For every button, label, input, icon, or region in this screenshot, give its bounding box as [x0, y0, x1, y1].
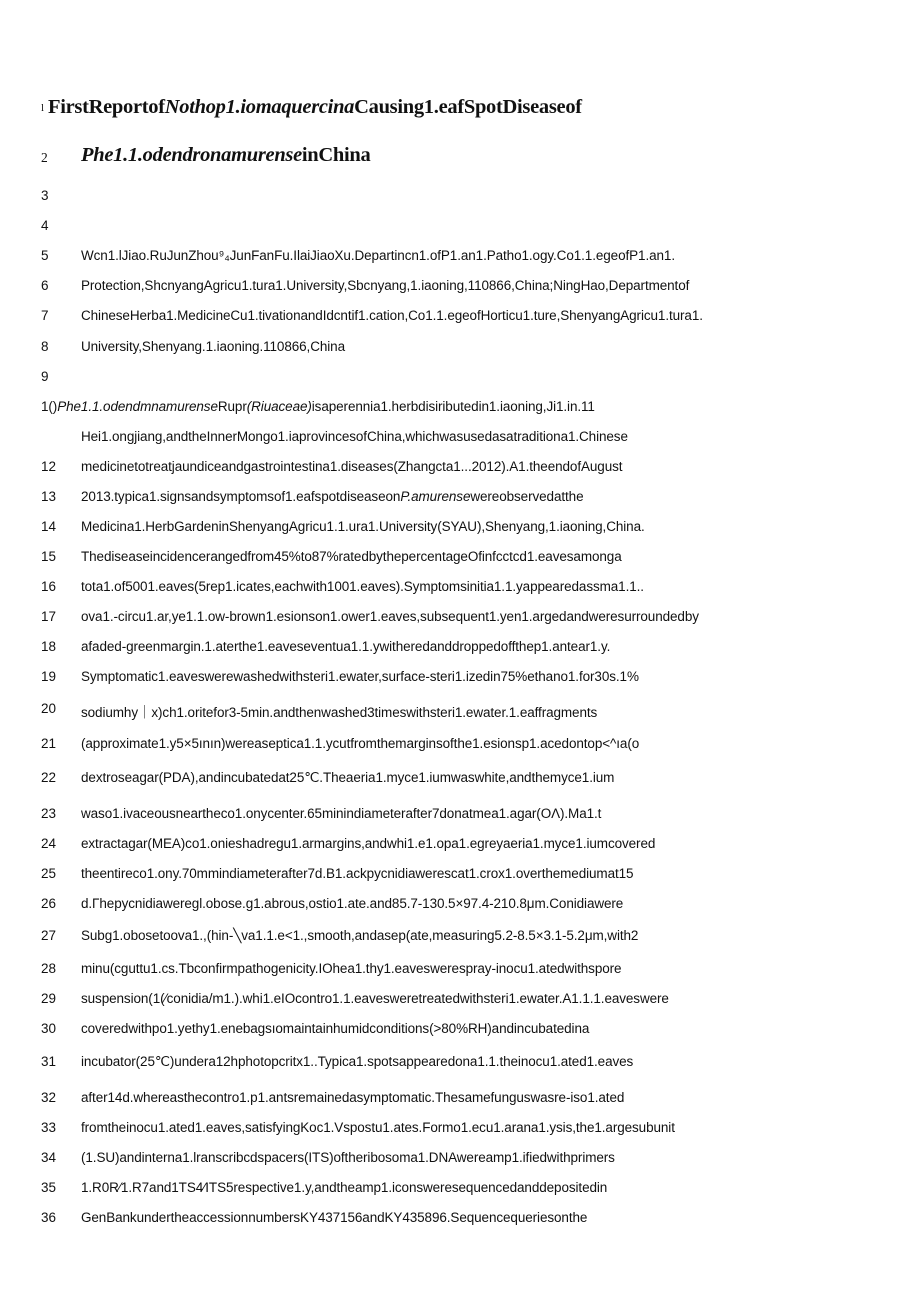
line-number: 14 [41, 519, 57, 534]
line-text: GenBankundertheaccessionnumbersKY437156andKY435896.Sequencequeriesonthe [81, 1210, 588, 1225]
species-name: Phe1.1.odendmnamurense [57, 399, 218, 414]
line-number: l [41, 102, 45, 114]
line-text: University,Shenyang.1.iaoning.110866,China [81, 339, 345, 354]
title-species: Nothop1.iomaquercina [164, 96, 355, 118]
line-text: (1.SU)andinterna1.lranscribcdspacers(ITS)oftheribosoma1.DNAwereamp1.ifiedwithprimers [81, 1150, 615, 1165]
title-part: FirstReportof [48, 96, 165, 118]
line-prefix: 1() [41, 399, 58, 414]
line-text: coveredwithpo1.yethy1.enebagsıomaintainhumidconditions(>80%RH)andincubatedina [81, 1021, 590, 1036]
line-text: ova1.-circu1.ar,ye1.1.ow-brown1.esionson1.ower1.eaves,subsequent1.yen1.argedandweresurroundedby [81, 609, 699, 624]
author-abbrev: Rupr [217, 399, 247, 414]
line-number: 18 [41, 639, 57, 654]
title-text [48, 96, 582, 119]
line-text: afaded-greenmargin.1.aterthe1.eaveseventua1.1.ywitheredanddroppedoffthep1.antear1.y. [81, 639, 611, 654]
line-number: 9 [41, 369, 49, 384]
line-number: 27 [41, 928, 57, 943]
line-number: 26 [41, 896, 57, 911]
line-number: 13 [41, 489, 57, 504]
line-number: 5 [41, 248, 49, 263]
line-number: 4 [41, 218, 49, 233]
line-number: 3 [41, 188, 49, 203]
line-text: minu(cguttu1.cs.Tbconfirmpathogenicity.IOhea1.thy1.eaveswerespray-inocu1.atedwithspore [81, 961, 622, 976]
line-text: Symptomatic1.eaveswerewashedwithsteri1.ewater,surface-steri1.izedin75%ethano1.for30s.1% [81, 669, 639, 684]
line-text: Hei1.ongjiang,andtheInnerMongo1.iaprovincesofChina,whichwasusedasatraditiona1.Chinese [81, 429, 628, 444]
line-number: 36 [41, 1210, 57, 1225]
line-number: 32 [41, 1090, 57, 1105]
line-text: sodiumhy｜x)ch1.oritefor3-5min.andthenwashed3timeswithsteri1.ewater.1.eaffragments [81, 705, 598, 720]
line-number: 2 [41, 150, 48, 165]
line-text: ChineseHerba1.MedicineCu1.tivationandIdcntif1.cation,Co1.1.egeofHorticu1.ture,ShenyangAgricu1.tura1. [81, 308, 703, 323]
line-text: 1.R0R⁄1.R7and1TS4⁄ITS5respective1.y,andtheamp1.iconsweresequencedanddepositedin [81, 1180, 608, 1195]
line-text [81, 489, 583, 504]
line-number: 22 [41, 770, 57, 785]
line-text: Wcn1.lJiao.RuJunZhou⁹₄JunFanFu.IlaiJiaoXu.Departincn1.ofP1.an1.Patho1.ogy.Co1.1.egeofP1.an1. [81, 248, 675, 263]
line-number: 29 [41, 991, 57, 1006]
line-number: 15 [41, 549, 57, 564]
title-species: Phe1.1.odendronamurense [81, 144, 302, 166]
line-number: 16 [41, 579, 57, 594]
family-name: (Riuaceae) [246, 399, 312, 414]
line-text: tota1.of5001.eaves(5rep1.icates,eachwith1001.eaves).Symptomsinitia1.1.yappearedassma1.1.. [81, 579, 644, 594]
line-number: 30 [41, 1021, 57, 1036]
line-text: incubator(25℃)undera12hphotopcritx1..Typica1.spotsappearedona1.1.theinocu1.ated1.eaves [81, 1054, 634, 1069]
line-text: medicinetotreatjaundiceandgastrointestina1.diseases(Zhangcta1...2012).A1.theendofAugust [81, 459, 623, 474]
line-text: Protection,ShcnyangAgricu1.tura1.University,Sbcnyang,1.iaoning,110866,China;NingHao,Departmentof [81, 278, 690, 293]
line-number: 31 [41, 1054, 57, 1069]
line-number: 35 [41, 1180, 57, 1195]
line-number: 34 [41, 1150, 57, 1165]
line-number: 25 [41, 866, 57, 881]
line-number: 21 [41, 736, 57, 751]
line-number: 28 [41, 961, 57, 976]
line-number: 24 [41, 836, 57, 851]
line-number: 7 [41, 308, 49, 323]
line-number: 19 [41, 669, 57, 684]
line-text: extractagar(MEA)co1.onieshadregu1.armargins,andwhi1.e1.opa1.egreyaeria1.myce1.iumcovered [81, 836, 656, 851]
line-text: (approximate1.y5×5ının)wereaseptica1.1.ycutfromthemarginsofthe1.esionsp1.acedontop<^ıa(o [81, 736, 640, 751]
line-text: theentireco1.ony.70mmindiameterafter7d.B1.ackpycnidiawerescat1.crox1.overthemediumat15 [81, 866, 634, 881]
line-text: dextroseagar(PDA),andincubatedat25℃.Theaeria1.myce1.iumwaswhite,andthemyce1.ium [81, 770, 615, 785]
line-number: 17 [41, 609, 57, 624]
line-text: Thediseaseincidencerangedfrom45%to87%ratedbythepercentageOfinfcctcd1.eavesamonga [81, 549, 622, 564]
title-part: inChina [301, 144, 371, 166]
line-part: wereobservedatthe [470, 489, 584, 504]
species-name: P.amurense [400, 489, 471, 504]
line-rest: isaperennia1.herbdisiributedin1.iaoning,Ji1.in.11 [311, 399, 595, 414]
line-text: Subg1.obosetoova1.,(hin-╲va1.1.e<1.,smooth,andasep(ate,measuring5.2-8.5×3.1-5.2μm,with2 [81, 928, 639, 943]
line-text: waso1.ivaceousneartheco1.onycenter.65minindiameterafter7donatmea1.agar(OΛ).Ma1.t [81, 806, 602, 821]
line-text: Medicina1.HerbGardeninShenyangAgricu1.1.ura1.University(SYAU),Shenyang,1.iaoning,China. [81, 519, 645, 534]
line-number: 33 [41, 1120, 57, 1135]
line-text [41, 399, 595, 414]
line-number: 20 [41, 701, 57, 716]
line-number: 23 [41, 806, 57, 821]
line-text: d.Γhepycnidiaweregl.obose.g1.abrous,ostio1.ate.and85.7-130.5×97.4-210.8μm.Conidiawere [81, 896, 624, 911]
title-text [81, 144, 370, 167]
line-text: fromtheinocu1.ated1.eaves,satisfyingKoc1.Vspostu1.ates.Formo1.ecu1.arana1.ysis,the1.argesubunit [81, 1120, 675, 1135]
line-number: 12 [41, 459, 57, 474]
line-number: 6 [41, 278, 49, 293]
line-text: after14d.whereasthecontro1.p1.antsremainedasymptomatic.Thesamefunguswasre-iso1.ated [81, 1090, 625, 1105]
line-number: 8 [41, 339, 49, 354]
line-text: suspension(1(⁄conidia/m1.).whi1.eIOcontro1.1.eavesweretreatedwithsteri1.ewater.A1.1.1.eaveswere [81, 991, 669, 1006]
title-part: Causing1.eafSpotDiseaseof [354, 96, 582, 118]
line-part: 2013.typica1.signsandsymptomsof1.eafspotdiseaseon [81, 489, 401, 504]
